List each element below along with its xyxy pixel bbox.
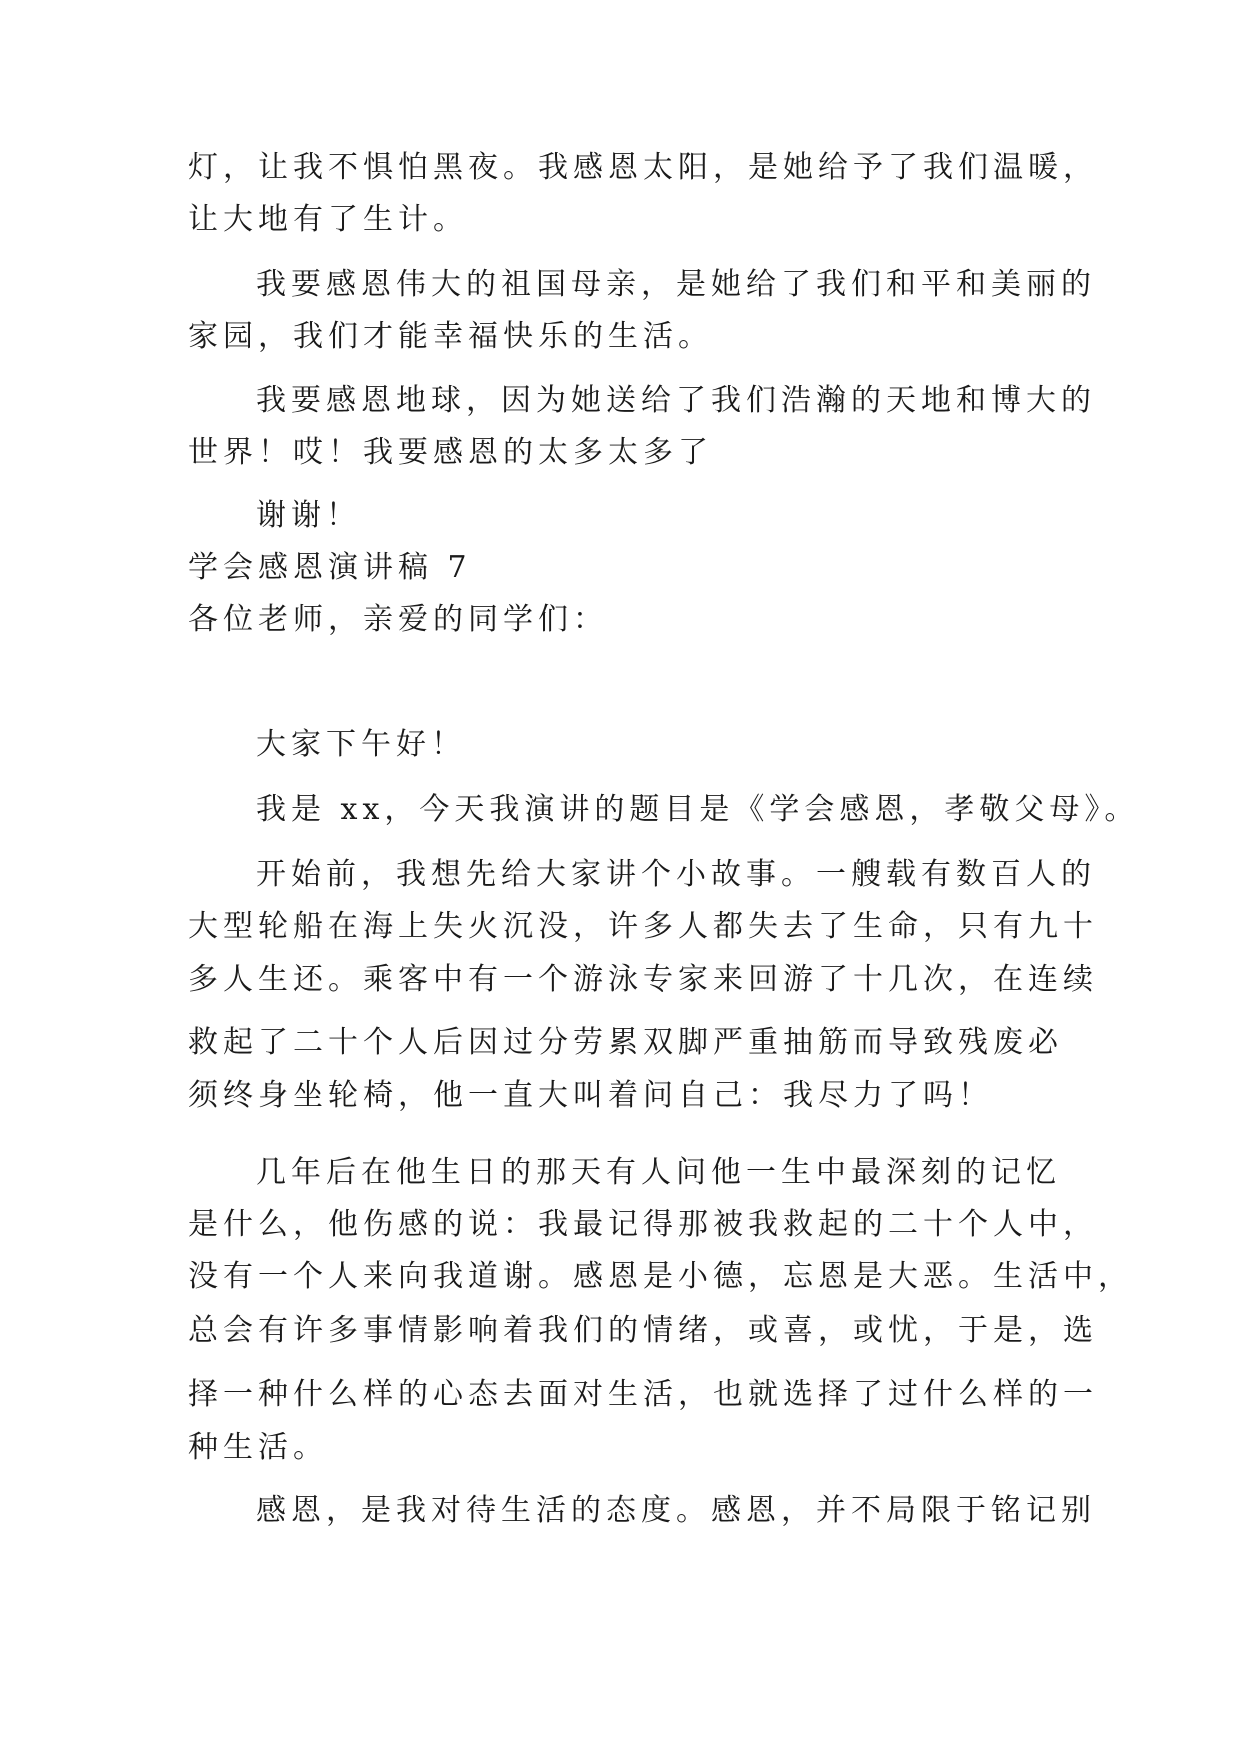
text-line: 我要感恩地球，因为她送给了我们浩瀚的天地和博大的 — [256, 383, 1096, 418]
text-line: 种生活。 — [188, 1430, 328, 1465]
text-line: 是什么，他伤感的说：我最记得那被我救起的二十个人中， — [188, 1207, 1098, 1242]
text-line: 灯，让我不惧怕黑夜。我感恩太阳，是她给予了我们温暖， — [188, 150, 1098, 185]
text-line: 让大地有了生计。 — [188, 202, 468, 237]
text-line: 多人生还。乘客中有一个游泳专家来回游了十几次，在连续 — [188, 962, 1098, 997]
text-line: 救起了二十个人后因过分劳累双脚严重抽筋而导致残废必 — [188, 1025, 1063, 1060]
section-title: 学会感恩演讲稿 7 — [188, 550, 472, 585]
text-line: 须终身坐轮椅，他一直大叫着问自己：我尽力了吗！ — [188, 1078, 993, 1113]
text-line: 几年后在他生日的那天有人问他一生中最深刻的记忆 — [256, 1155, 1061, 1190]
text-line: 家园，我们才能幸福快乐的生活。 — [188, 319, 713, 354]
text-line: 没有一个人来向我道谢。感恩是小德，忘恩是大恶。生活中， — [188, 1259, 1133, 1294]
text-line: 感恩，是我对待生活的态度。感恩，并不局限于铭记别 — [256, 1493, 1096, 1528]
text-line: 开始前，我想先给大家讲个小故事。一艘载有数百人的 — [256, 857, 1096, 892]
text-line: 大家下午好！ — [256, 727, 466, 762]
text-line: 择一种什么样的心态去面对生活，也就选择了过什么样的一 — [188, 1377, 1098, 1412]
salutation: 各位老师，亲爱的同学们： — [188, 602, 608, 637]
text-line: 我要感恩伟大的祖国母亲，是她给了我们和平和美丽的 — [256, 267, 1096, 302]
text-line: 大型轮船在海上失火沉没，许多人都失去了生命，只有九十 — [188, 909, 1098, 944]
text-line: 总会有许多事情影响着我们的情绪，或喜，或忧，于是，选 — [188, 1313, 1098, 1348]
text-line: 我是 xx，今天我演讲的题目是《学会感恩，孝敬父母》。 — [256, 792, 1140, 827]
text-line: 世界！哎！我要感恩的太多太多了 — [188, 435, 713, 470]
text-line: 谢谢！ — [256, 498, 361, 533]
